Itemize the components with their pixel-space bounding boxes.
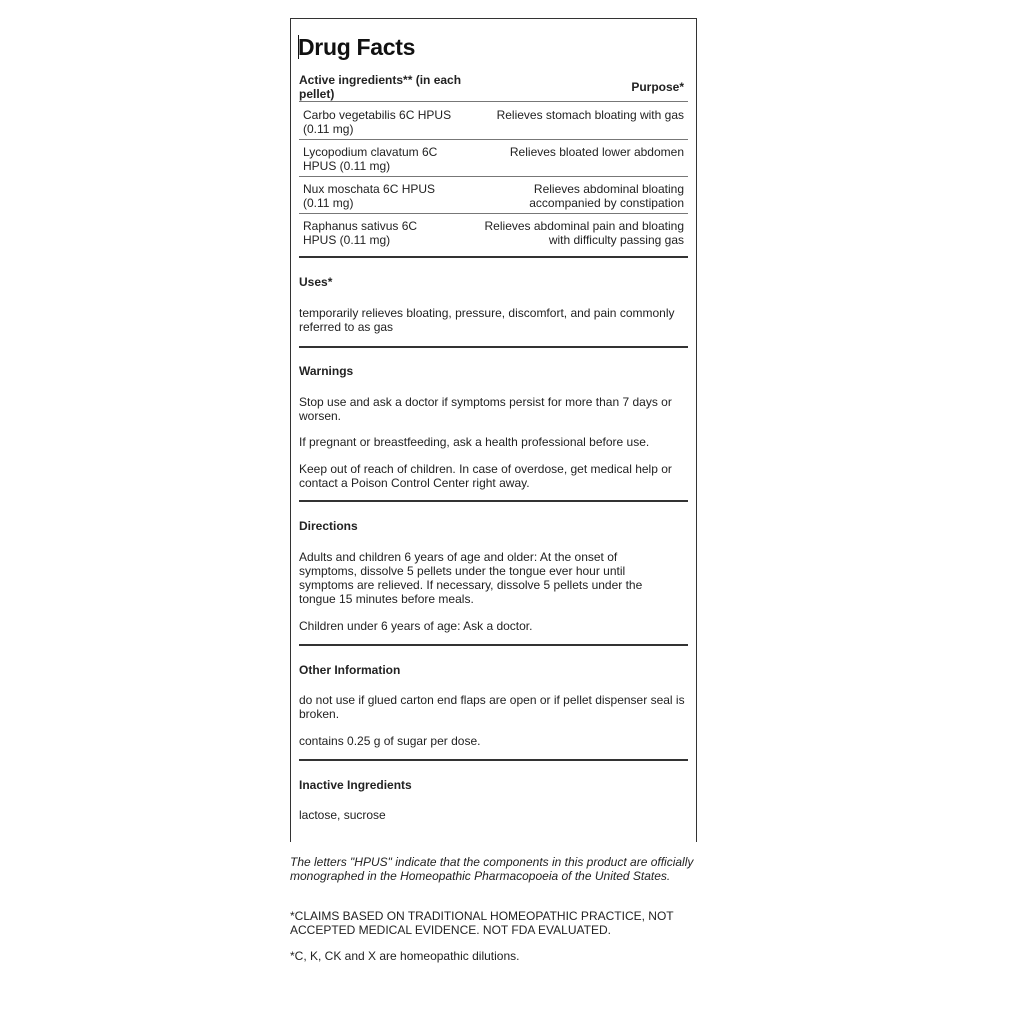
ingredient-purpose: Relieves abdominal bloating accompanied by constipation [529, 182, 684, 210]
active-ingredients-header: Active ingredients** (in each pellet) [299, 73, 462, 101]
section-divider [299, 759, 688, 761]
warnings-title: Warnings [299, 364, 354, 378]
other-information-text-1: do not use if glued carton end flaps are open or if pellet dispenser seal is broken. [299, 693, 685, 721]
inactive-ingredients-text: lactose, sucrose [299, 808, 386, 822]
ingredient-purpose: Relieves bloated lower abdomen [509, 145, 684, 159]
directions-title: Directions [299, 519, 358, 533]
ingredient-row [299, 176, 688, 213]
uses-text: temporarily relieves bloating, pressure, discomfort, and pain commonly referred to as gas [299, 306, 675, 334]
section-divider [299, 644, 688, 646]
ingredient-name: Raphanus sativus 6C HPUS (0.11 mg) [303, 219, 418, 247]
border-gap [697, 594, 707, 844]
other-information-text-2: contains 0.25 g of sugar per dose. [299, 734, 481, 748]
ingredient-name: Lycopodium clavatum 6C HPUS (0.11 mg) [303, 145, 438, 173]
section-divider [299, 256, 688, 258]
section-divider [299, 500, 688, 502]
other-information-title: Other Information [299, 663, 401, 677]
directions-text-1: Adults and children 6 years of age and older: At the onset of symptoms, dissolve 5 pellets under the tongue ever hour until symptoms are relieved. If necessary, dissolve 5 pellets under the tongue 15 minutes before meals. [299, 550, 643, 606]
purpose-header: Purpose* [631, 80, 684, 94]
ingredient-name: Nux moschata 6C HPUS (0.11 mg) [303, 182, 436, 210]
ingredient-row [299, 139, 688, 176]
ingredient-row [299, 213, 688, 250]
dilutions-footnote: *C, K, CK and X are homeopathic dilutions. [290, 949, 520, 963]
warnings-text-2: If pregnant or breastfeeding, ask a health professional before use. [299, 435, 650, 449]
warnings-text-1: Stop use and ask a doctor if symptoms persist for more than 7 days or worsen. [299, 395, 672, 423]
claims-footnote: *CLAIMS BASED ON TRADITIONAL HOMEOPATHIC PRACTICE, NOT ACCEPTED MEDICAL EVIDENCE. NOT FDA EVALUATED. [290, 909, 674, 937]
section-divider [299, 346, 688, 348]
ingredient-row [299, 102, 688, 139]
ingredient-purpose: Relieves abdominal pain and bloating with difficulty passing gas [484, 219, 684, 247]
warnings-text-3: Keep out of reach of children. In case of overdose, get medical help or contact a Poison Control Center right away. [299, 462, 672, 490]
directions-text-2: Children under 6 years of age: Ask a doctor. [299, 619, 533, 633]
drug-facts-panel [290, 18, 697, 842]
hpus-footnote: The letters "HPUS" indicate that the components in this product are officially monographed in the Homeopathic Pharmacopoeia of the United States. [290, 855, 694, 883]
page-title: Drug Facts [298, 34, 416, 60]
ingredient-name: Carbo vegetabilis 6C HPUS (0.11 mg) [303, 108, 452, 136]
inactive-ingredients-title: Inactive Ingredients [299, 778, 412, 792]
ingredient-purpose: Relieves stomach bloating with gas [496, 108, 684, 122]
uses-title: Uses* [299, 275, 333, 289]
